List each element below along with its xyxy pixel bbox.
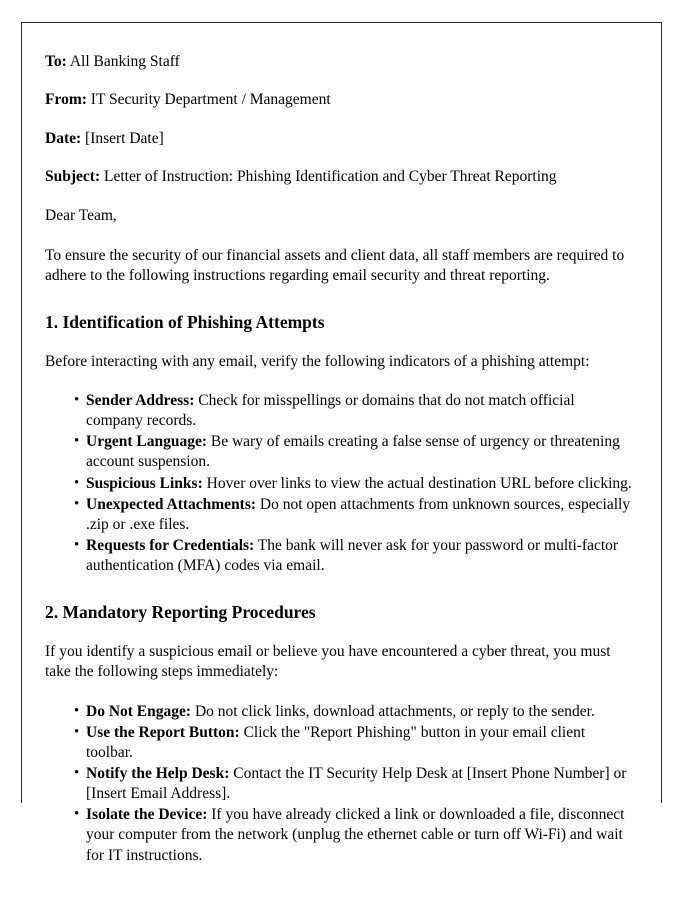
bullet-text: The bank will never ask for your password or multi-factor authentication (MFA) codes via email. bbox=[86, 537, 619, 575]
bullet-term: Notify the Help Desk: bbox=[86, 765, 230, 783]
intro-paragraph: To ensure the security of our financial assets and client data, all staff members are required to adhere to the following instructions regarding email security and threat reporting. bbox=[45, 246, 625, 284]
section-heading-2: 2. Mandatory Reporting Procedures bbox=[45, 602, 316, 623]
meta-label-from: From: bbox=[45, 91, 87, 109]
list-item bbox=[45, 723, 635, 763]
bullet-term: Isolate the Device: bbox=[86, 806, 208, 824]
list-item bbox=[45, 764, 635, 804]
meta-field-date bbox=[45, 129, 635, 148]
reporting-procedures-list bbox=[45, 702, 635, 866]
meta-value-date: [Insert Date] bbox=[81, 129, 164, 147]
list-item bbox=[45, 495, 635, 535]
meta-value-subject: Letter of Instruction: Phishing Identification and Cyber Threat Reporting bbox=[100, 168, 557, 186]
section-lead-paragraph-1: Before interacting with any email, verify the following indicators of a phishing attempt: bbox=[45, 352, 590, 370]
list-item bbox=[45, 805, 635, 865]
list-item bbox=[45, 391, 635, 431]
bullet-term: Suspicious Links: bbox=[86, 474, 203, 492]
bullet-text: If you have already clicked a link or downloaded a file, disconnect your computer from the network (unplug the ethernet cable or turn off Wi-Fi) and wait for IT instructions. bbox=[86, 806, 625, 864]
list-item bbox=[45, 536, 635, 576]
meta-label-subject: Subject: bbox=[45, 168, 101, 186]
meta-value-from: IT Security Department / Management bbox=[86, 91, 331, 109]
bullet-text: Check for misspellings or domains that do not match official company records. bbox=[86, 392, 575, 430]
meta-field-subject bbox=[45, 167, 635, 186]
bullet-text: Contact the IT Security Help Desk at [Insert Phone Number] or [Insert Email Address]. bbox=[86, 765, 627, 803]
bullet-term: Sender Address: bbox=[86, 392, 195, 410]
bullet-term: Use the Report Button: bbox=[86, 723, 240, 741]
section-heading-1: 1. Identification of Phishing Attempts bbox=[45, 311, 325, 332]
meta-field-from bbox=[45, 90, 635, 109]
bullet-term: Unexpected Attachments: bbox=[86, 495, 257, 513]
list-item bbox=[45, 474, 635, 494]
list-item bbox=[45, 432, 635, 472]
bullet-term: Requests for Credentials: bbox=[86, 537, 255, 555]
bullet-text: Hover over links to view the actual destination URL before clicking. bbox=[202, 474, 632, 492]
bullet-term: Urgent Language: bbox=[86, 433, 207, 451]
meta-field-to bbox=[45, 52, 635, 71]
section-lead-paragraph-2: If you identify a suspicious email or believe you have encountered a cyber threat, you must take the following steps immediately: bbox=[45, 643, 611, 681]
salutation: Dear Team, bbox=[45, 206, 117, 224]
bullet-text: Be wary of emails creating a false sense of urgency or threatening account suspension. bbox=[86, 433, 620, 471]
meta-value-to: All Banking Staff bbox=[66, 53, 180, 70]
bullet-text: Do not click links, download attachments, or reply to the sender. bbox=[191, 702, 595, 720]
list-item bbox=[45, 702, 635, 722]
phishing-indicators-list bbox=[45, 391, 635, 576]
bullet-term: Do Not Engage: bbox=[86, 702, 192, 720]
bullet-text: Click the "Report Phishing" button in your email client toolbar. bbox=[86, 723, 586, 761]
document-body bbox=[45, 22, 635, 880]
meta-label-to: To: bbox=[45, 53, 67, 70]
bullet-text: Do not open attachments from unknown sources, especially .zip or .exe files. bbox=[86, 495, 631, 533]
meta-label-date: Date: bbox=[45, 129, 82, 147]
